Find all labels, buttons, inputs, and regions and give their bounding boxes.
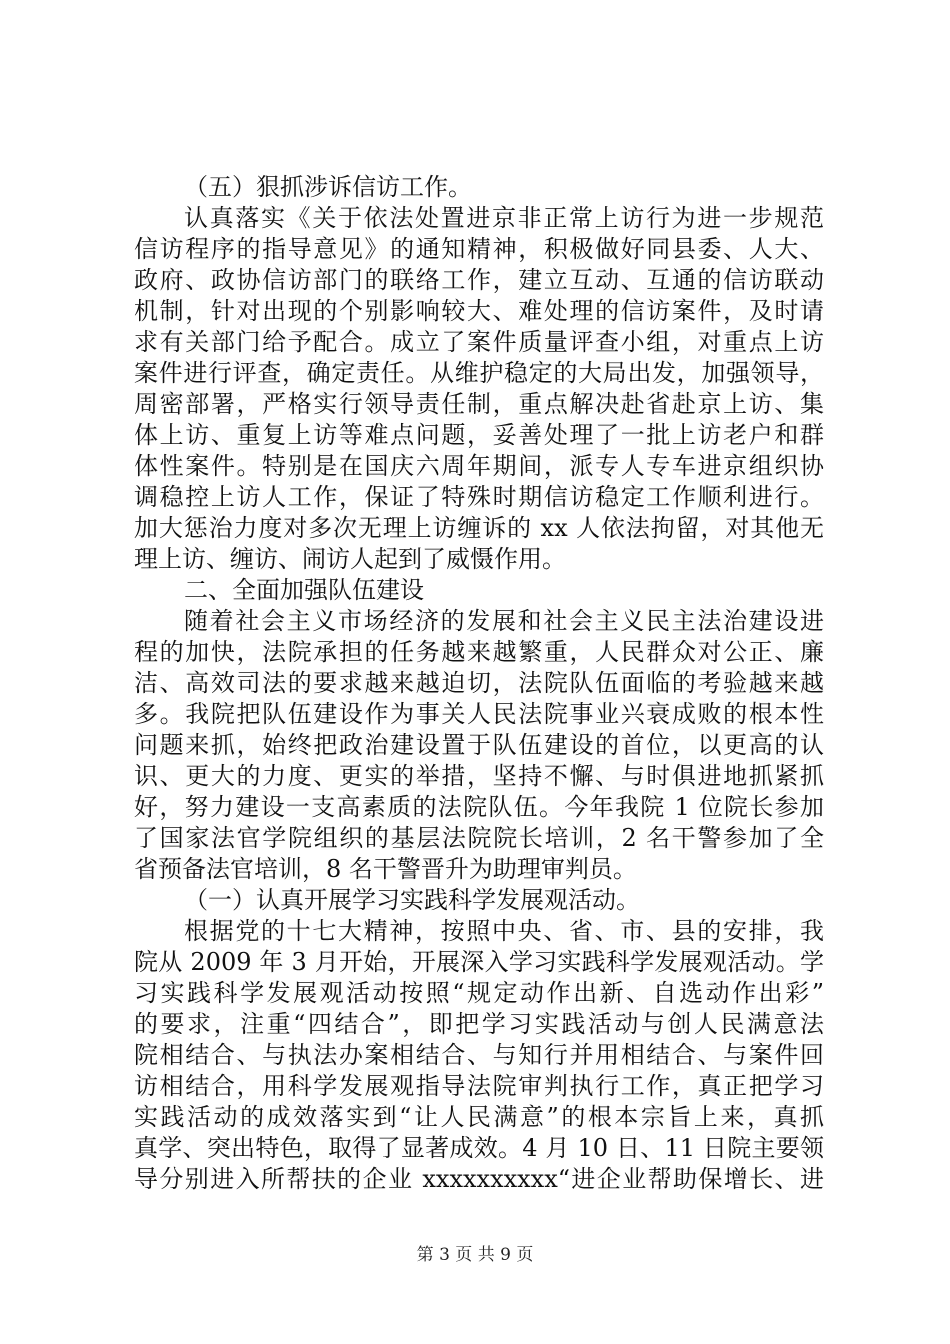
text-line: 问题来抓，始终把政治建设置于队伍建设的首位，以更高的认 — [134, 731, 824, 759]
text-line: 政府、政协信访部门的联络工作，建立互动、互通的信访联动 — [134, 266, 824, 294]
text-line: 周密部署，严格实行领导责任制，重点解决赴省赴京上访、集 — [134, 390, 824, 418]
document-body — [134, 172, 824, 1195]
text-line: 院相结合、与执法办案相结合、与知行并用相结合、与案件回 — [134, 1041, 824, 1069]
text-line: 信访程序的指导意见》的通知精神，积极做好同县委、人大、 — [134, 235, 824, 263]
text-line: 二、全面加强队伍建设 — [184, 576, 424, 604]
text-line: 洁、高效司法的要求越来越迫切，法院队伍面临的考验越来越 — [134, 669, 824, 697]
text-line: 理上访、缠访、闹访人起到了威慑作用。 — [134, 545, 566, 573]
text-line: （一）认真开展学习实践科学发展观活动。 — [184, 886, 640, 914]
text-line: 体性案件。特别是在国庆六周年期间，派专人专车进京组织协 — [134, 452, 824, 480]
text-line: 体上访、重复上访等难点问题，妥善处理了一批上访老户和群 — [134, 421, 824, 449]
text-line: 好，努力建设一支高素质的法院队伍。今年我院 1 位院长参加 — [134, 793, 824, 821]
text-line: 习实践科学发展观活动按照“规定动作出新、自选动作出彩” — [134, 979, 824, 1007]
text-line: 认真落实《关于依法处置进京非正常上访行为进一步规范 — [184, 204, 824, 232]
text-line: 案件进行评查，确定责任。从维护稳定的大局出发，加强领导， — [134, 359, 824, 387]
text-line: 真学、突出特色，取得了显著成效。4 月 10 日、11 日院主要领 — [134, 1134, 824, 1162]
text-line: 实践活动的成效落实到“让人民满意”的根本宗旨上来，真抓 — [134, 1103, 824, 1131]
text-line: 随着社会主义市场经济的发展和社会主义民主法治建设进 — [184, 607, 824, 635]
text-line: 多。我院把队伍建设作为事关人民法院事业兴衰成败的根本性 — [134, 700, 824, 728]
text-line: 调稳控上访人工作，保证了特殊时期信访稳定工作顺利进行。 — [134, 483, 824, 511]
text-line: 省预备法官培训，8 名干警晋升为助理审判员。 — [134, 855, 637, 883]
text-line: 机制，针对出现的个别影响较大、难处理的信访案件，及时请 — [134, 297, 824, 325]
text-line: 的要求，注重“四结合”，即把学习实践活动与创人民满意法 — [134, 1010, 824, 1038]
text-line: 了国家法官学院组织的基层法院院长培训，2 名干警参加了全 — [134, 824, 824, 852]
text-line: 加大惩治力度对多次无理上访缠诉的 xx 人依法拘留，对其他无 — [134, 514, 824, 542]
text-line: （五）狠抓涉诉信访工作。 — [184, 173, 472, 201]
text-line: 求有关部门给予配合。成立了案件质量评查小组，对重点上访 — [134, 328, 824, 356]
text-line: 根据党的十七大精神，按照中央、省、市、县的安排，我 — [184, 917, 824, 945]
page-footer: 第 3 页 共 9 页 — [416, 1245, 534, 1265]
text-line: 院从 2009 年 3 月开始，开展深入学习实践科学发展观活动。学 — [134, 948, 824, 976]
text-line: 程的加快，法院承担的任务越来越繁重，人民群众对公正、廉 — [134, 638, 824, 666]
text-line: 导分别进入所帮扶的企业 xxxxxxxxxx“进企业帮助保增长、进 — [134, 1165, 824, 1193]
text-line: 识、更大的力度、更实的举措，坚持不懈、与时俱进地抓紧抓 — [134, 762, 824, 790]
text-line: 访相结合，用科学发展观指导法院审判执行工作，真正把学习 — [134, 1072, 824, 1100]
